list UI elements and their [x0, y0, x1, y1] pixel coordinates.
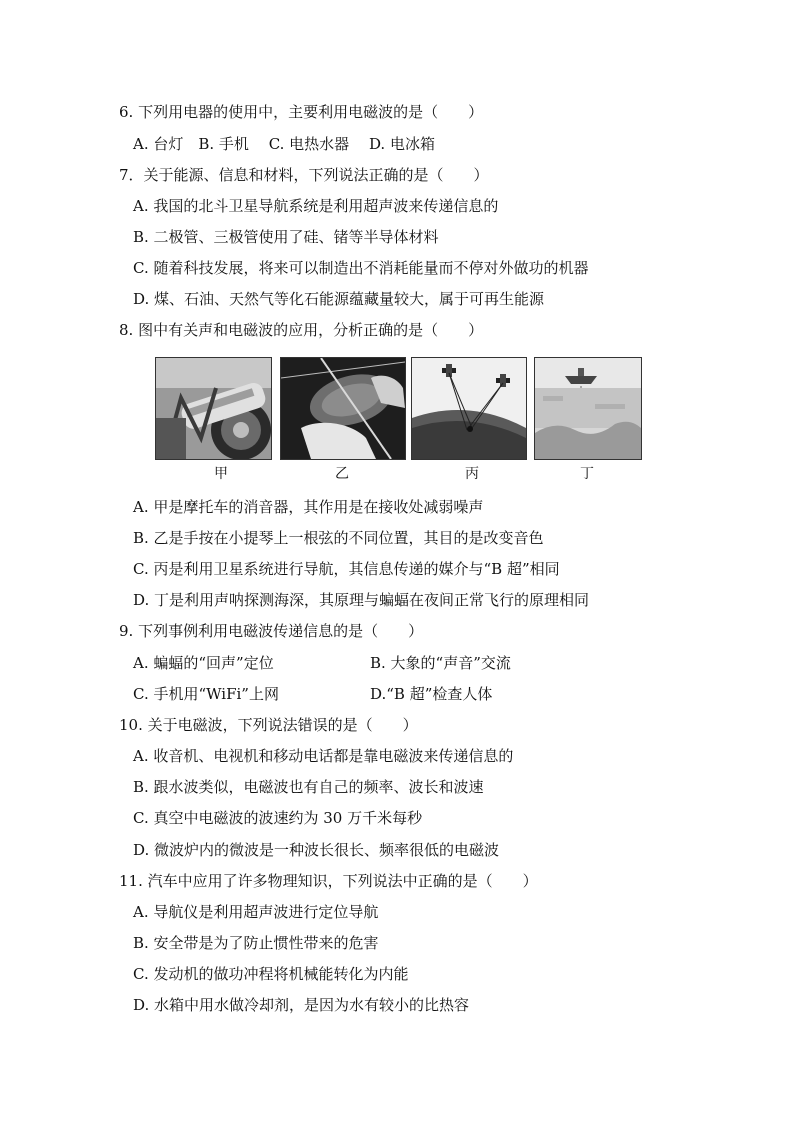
q8-option-b: B. 乙是手按在小提琴上一根弦的不同位置，其目的是改变音色: [133, 529, 544, 547]
q8-option-d: D. 丁是利用声呐探测海深，其原理与蝙蝠在夜间正常飞行的原理相同: [133, 591, 590, 609]
q10-stem: 10. 关于电磁波，下列说法错误的是（ ）: [119, 716, 418, 734]
q7-option-b: B. 二极管、三极管使用了硅、锗等半导体材料: [133, 228, 439, 246]
q10-option-b: B. 跟水波类似，电磁波也有自己的频率、波长和波速: [133, 778, 484, 796]
q8-stem: 8. 图中有关声和电磁波的应用，分析正确的是（ ）: [119, 321, 484, 339]
q7-option-d: D. 煤、石油、天然气等化石能源蕴藏量较大，属于可再生能源: [133, 290, 545, 308]
photo-jia-motorcycle: [155, 357, 272, 460]
q10-option-c: C. 真空中电磁波的波速约为 30 万千米每秒: [133, 809, 423, 827]
q6-options: A. 台灯 B. 手机 C. 电热水器 D. 电冰箱: [133, 135, 435, 153]
q11-option-a: A. 导航仪是利用超声波进行定位导航: [133, 903, 379, 921]
motorcycle-image: [156, 358, 271, 459]
violin-image: [281, 358, 405, 459]
q9-option-a: A. 蝙蝠的“回声”定位: [133, 654, 274, 672]
q8-option-a: A. 甲是摩托车的消音器，其作用是在接收处减弱噪声: [133, 498, 484, 516]
caption-yi: 乙: [335, 466, 349, 482]
q11-option-d: D. 水箱中用水做冷却剂，是因为水有较小的比热容: [133, 996, 470, 1014]
sonar-image: [535, 358, 641, 459]
q9-stem: 9. 下列事例利用电磁波传递信息的是（ ）: [119, 622, 424, 640]
satellite-image: [412, 358, 526, 459]
q9-option-c: C. 手机用“WiFi”上网: [133, 685, 279, 703]
q7-option-a: A. 我国的北斗卫星导航系统是利用超声波来传递信息的: [133, 197, 499, 215]
photo-yi-violin: [280, 357, 406, 460]
q9-option-d: D.“B 超”检查人体: [370, 685, 493, 703]
q11-option-c: C. 发动机的做功冲程将机械能转化为内能: [133, 965, 409, 983]
caption-bing: 丙: [465, 466, 479, 482]
q7-stem: 7．关于能源、信息和材料，下列说法正确的是（ ）: [119, 166, 489, 184]
q10-option-a: A. 收音机、电视机和移动电话都是靠电磁波来传递信息的: [133, 747, 514, 765]
q10-option-d: D. 微波炉内的微波是一种波长很长、频率很低的电磁波: [133, 841, 500, 859]
q8-option-c: C. 丙是利用卫星系统进行导航，其信息传递的媒介与“B 超”相同: [133, 560, 560, 578]
photo-ding-sonar: [534, 357, 642, 460]
caption-jia: 甲: [214, 466, 228, 482]
q11-option-b: B. 安全带是为了防止惯性带来的危害: [133, 934, 379, 952]
q9-option-b: B. 大象的“声音”交流: [370, 654, 511, 672]
caption-ding: 丁: [580, 466, 594, 482]
photo-bing-satellite: [411, 357, 527, 460]
q11-stem: 11. 汽车中应用了许多物理知识，下列说法中正确的是（ ）: [119, 872, 538, 890]
q7-option-c: C. 随着科技发展，将来可以制造出不消耗能量而不停对外做功的机器: [133, 259, 589, 277]
q6-stem: 6. 下列用电器的使用中，主要利用电磁波的是（ ）: [119, 103, 484, 121]
